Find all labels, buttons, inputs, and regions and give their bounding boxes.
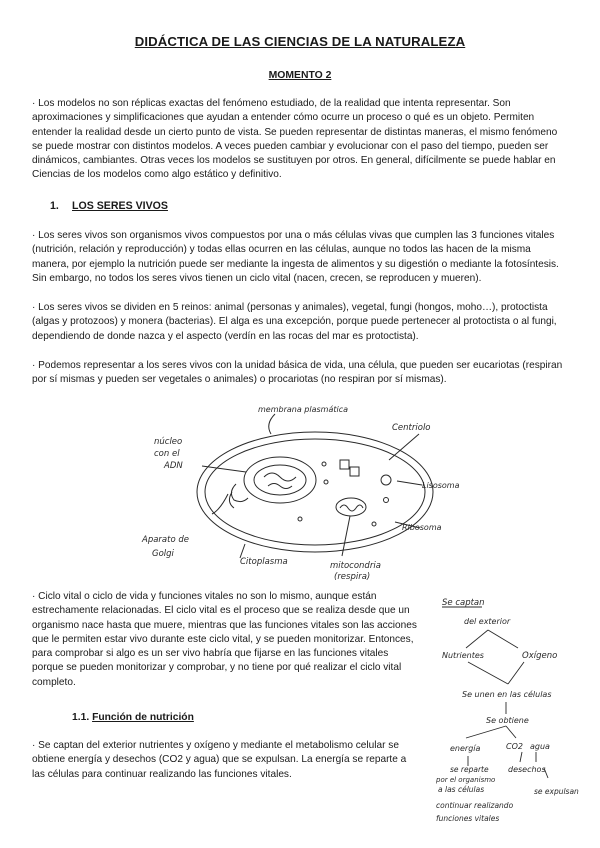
seres-vivos-paragraph-2: · Los seres vivos se dividen en 5 reinos: animal (personas y animales), vegetal, fungi (hongos, moho…), protoctista (algas y protozoos) y monera (bacterias). El alga es una excepción, porque puede pertenecer al protoctista o al fungi, dependiendo de donde nazca y el aspecto (verdín en las rocas del mar es protoctista). bbox=[32, 302, 557, 342]
diagram-continuar-2: funciones vitales bbox=[436, 814, 500, 823]
diagram-reparte-3: a las células bbox=[438, 785, 485, 794]
label-nucleo-1: núcleo bbox=[154, 437, 183, 447]
diagram-nutrientes: Nutrientes bbox=[442, 651, 484, 660]
dna-strands bbox=[264, 473, 296, 489]
label-golgi-1: Aparato de bbox=[142, 535, 189, 545]
nucleolus bbox=[254, 465, 306, 495]
subsection-title: Función de nutrición bbox=[92, 712, 194, 723]
ribosome-4 bbox=[322, 462, 326, 466]
leader-citoplasma bbox=[240, 544, 245, 558]
diagram-reparte-2: por el organismo bbox=[436, 776, 496, 784]
diagram-co2: CO2 bbox=[506, 742, 523, 751]
golgi-apparatus bbox=[229, 484, 248, 508]
arrows-merge-celulas bbox=[468, 662, 524, 684]
ciclo-vital-paragraph: · Ciclo vital o ciclo de vida y funciones vitales no son lo mismo, aunque están estrechamente relacionadas. El ciclo vital es el proceso que se realiza desde que un organismo nace hasta que muere, mientras que las funciones vitales son las acciones que le permiten estar vivo durante este ciclo vital, y se pueden monitorizar. Entonces, para comprobar si algo es un ser vivo habría que fijarse en las funciones vitales porque se pueden monitorizar y comprobar, y no tiene por qué realizar el ciclo vital completo. bbox=[32, 591, 417, 688]
diagram-se-unen: Se unen en las células bbox=[462, 690, 552, 699]
ribosome-2 bbox=[372, 522, 376, 526]
ribosome-3 bbox=[298, 517, 302, 521]
centriole-1 bbox=[340, 460, 349, 469]
nucleus-outline bbox=[244, 457, 316, 503]
cell-diagram bbox=[140, 404, 470, 584]
leader-membrana bbox=[269, 414, 275, 434]
arrows-split-obtiene bbox=[466, 726, 516, 738]
diagram-reparte-1: se reparte bbox=[450, 765, 489, 774]
diagram-energia: energía bbox=[450, 744, 481, 753]
ribosome-1 bbox=[384, 498, 389, 503]
label-centriolo: Centriolo bbox=[392, 423, 431, 433]
label-citoplasma: Citoplasma bbox=[240, 557, 288, 567]
cell-membrane-outline bbox=[197, 432, 433, 552]
leader-lisosoma bbox=[397, 481, 422, 485]
label-membrana: membrana plasmática bbox=[258, 405, 349, 414]
subsection-heading-nutricion bbox=[72, 712, 194, 723]
leader-nucleo bbox=[202, 466, 246, 472]
centriole-2 bbox=[350, 467, 359, 476]
document-title: DIDÁCTICA DE LAS CIENCIAS DE LA NATURALEZA bbox=[134, 34, 466, 49]
diagram-del-exterior: del exterior bbox=[464, 617, 511, 626]
label-ribosoma: Ribosoma bbox=[402, 523, 442, 532]
mitochondrion-cristae bbox=[340, 505, 363, 511]
lysosome bbox=[381, 475, 391, 485]
seres-vivos-paragraph-3: · Podemos representar a los seres vivos con la unidad básica de vida, una célula, que pueden ser eucariotas (respiran por sí mismas y pueden ser vegetales o animales) o procariotas (no respiran por sí mismas). bbox=[32, 360, 563, 386]
label-lisosoma: Lisosoma bbox=[422, 481, 460, 490]
section-number: 1. bbox=[50, 200, 59, 212]
ribosome-5 bbox=[324, 480, 328, 484]
diagram-agua: agua bbox=[530, 742, 550, 751]
cell-membrane-inner bbox=[205, 439, 425, 545]
label-mitocondria-2: (respira) bbox=[334, 572, 371, 582]
diagram-se-captan: Se captan bbox=[442, 598, 485, 608]
diagram-continuar-1: continuar realizando bbox=[436, 801, 514, 810]
diagram-se-expulsan: se expulsan bbox=[534, 787, 579, 796]
intro-paragraph: · Los modelos no son réplicas exactas del fenómeno estudiado, de la realidad que intenta representar. Son aproximaciones y simplificaciones que ayudan a entender cómo ocurre un proceso o qué es un objeto. Permiten entender la realidad desde un cierto punto de vista. Se pueden representar de distintas maneras, el mismo fenómeno se puede mostrar con distintos modelos. A veces pueden cambiar y evolucionar con el paso del tiempo, pueden ser dinámicos, cambiantes. Otras veces los modelos se sustituyen por otros. En general, difícilmente se puede hablar en Ciencias de los modelos como algo estático y definitivo. bbox=[32, 98, 558, 181]
label-nucleo-2: con el bbox=[154, 449, 180, 459]
label-mitocondria-1: mitocondria bbox=[330, 561, 381, 571]
label-nucleo-3: ADN bbox=[164, 461, 183, 471]
seres-vivos-paragraph-1: · Los seres vivos son organismos vivos compuestos por una o más células vivas que cumplen las 3 funciones vitales (nutrición, relación y reproducción) y todas ellas ocurren en las células, aunque no todos las hacen de la misma manera, por ejemplo la nutrición puede ser mediante la ingesta de alimentos y su digestión o mediante la fotosíntesis. Sin embargo, no todos los seres vivos tienen un ciclo vital (nacen, crecen, se reproducen y mueren). bbox=[32, 230, 559, 284]
leader-golgi bbox=[212, 494, 228, 514]
nutrition-diagram bbox=[428, 596, 588, 832]
section-title: LOS SERES VIVOS bbox=[72, 200, 168, 212]
arrows-split-exterior bbox=[466, 630, 518, 648]
diagram-se-obtiene: Se obtiene bbox=[486, 716, 529, 725]
diagram-desechos: desechos bbox=[508, 765, 546, 774]
document-subtitle: MOMENTO 2 bbox=[268, 70, 332, 81]
arrows-desechos bbox=[520, 752, 536, 762]
nutricion-paragraph: · Se captan del exterior nutrientes y oxígeno y mediante el metabolismo celular se obtiene energía y desechos (CO2 y agua) que se expulsan. La energía se reparte a las células para continuar realizando las funciones vitales. bbox=[32, 740, 407, 780]
subsection-number: 1.1. bbox=[72, 712, 90, 723]
section-heading-seres-vivos bbox=[50, 200, 168, 212]
label-golgi-2: Golgi bbox=[152, 549, 174, 559]
diagram-oxigeno: Oxígeno bbox=[522, 651, 558, 661]
